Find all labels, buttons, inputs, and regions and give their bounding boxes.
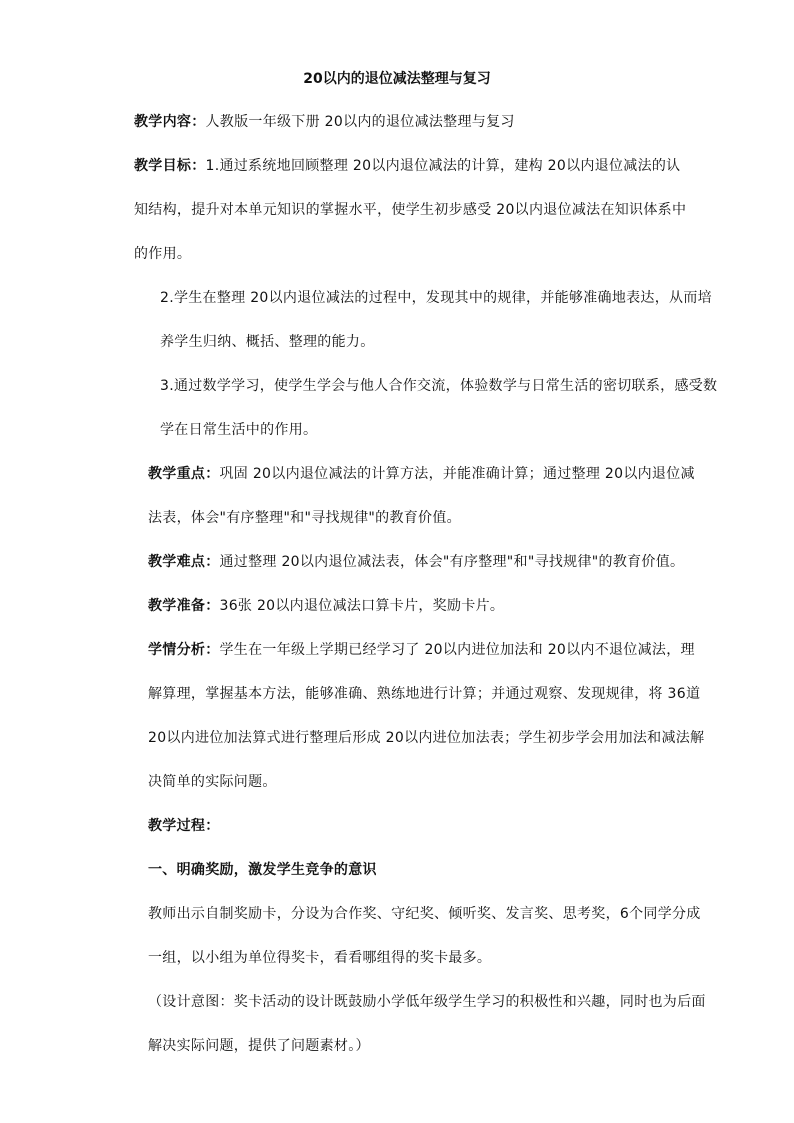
- key-points-text: 巩固 20以内退位减法的计算方法，并能准确计算；通过整理 20以内退位减法表，体会"有序整理"和"寻找规律"的教育价值。: [148, 466, 695, 526]
- process-label-text: 教学过程：: [148, 818, 220, 834]
- teaching-goal-1-text: 1.通过系统地回顾整理 20以内退位减法的计算，建构 20以内退位减法的认知结构，提升对本单元知识的掌握水平，使学生初步感受 20以内退位减法在知识体系中的作用。: [134, 158, 687, 262]
- teaching-difficulties: [120, 540, 708, 584]
- teaching-content-text: 人教版一年级下册 20以内的退位减法整理与复习: [205, 114, 515, 130]
- teaching-preparation: [120, 584, 708, 628]
- analysis-text: 学生在一年级上学期已经学习了 20以内进位加法和 20以内不退位减法，理解算理，掌握基本方法，能够准确、熟练地进行计算；并通过观察、发现规律，将 36道20以内进位加法算式进行整理后形成 20以内进位加法表；学生初步学会用加法和减法解决简单的实际问题。: [148, 642, 705, 790]
- teaching-goal-1: [120, 144, 694, 276]
- preparation-label: 教学准备：: [148, 598, 220, 614]
- teaching-content-label: 教学内容：: [134, 114, 206, 130]
- teaching-goal-3: 3.通过数学学习，使学生学会与他人合作交流，体验数学与日常生活的密切联系，感受数学在日常生活中的作用。: [160, 378, 718, 438]
- preparation-text: 36张 20以内退位减法口算卡片，奖励卡片。: [219, 598, 505, 614]
- teaching-goal-2: 2.学生在整理 20以内退位减法的过程中，发现其中的规律，并能够准确地表达，从而培养学生归纳、概括、整理的能力。: [160, 290, 712, 350]
- teaching-process-label: [120, 804, 708, 848]
- teaching-key-points: [120, 452, 708, 540]
- key-points-label: 教学重点：: [148, 466, 220, 482]
- difficulties-text: 通过整理 20以内退位减法表，体会"有序整理"和"寻找规律"的教育价值。: [219, 554, 685, 570]
- student-analysis: [120, 628, 708, 804]
- document-title: 20以内的退位减法整理与复习: [303, 71, 491, 87]
- teaching-content: [120, 100, 694, 144]
- section-1-paragraph: 教师出示自制奖励卡，分设为合作奖、守纪奖、倾听奖、发言奖、思考奖，6个同学分成一组，以小组为单位得奖卡，看看哪组得的奖卡最多。: [148, 906, 701, 966]
- difficulties-label: 教学难点：: [148, 554, 220, 570]
- analysis-label: 学情分析：: [148, 642, 220, 658]
- teaching-goals-label: 教学目标：: [134, 158, 206, 174]
- section-1-heading: 一、明确奖励，激发学生竞争的意识: [148, 862, 377, 878]
- section-1-design-note: （设计意图：奖卡活动的设计既鼓励小学低年级学生学习的积极性和兴趣，同时也为后面解决实际问题，提供了问题素材。）: [148, 994, 706, 1054]
